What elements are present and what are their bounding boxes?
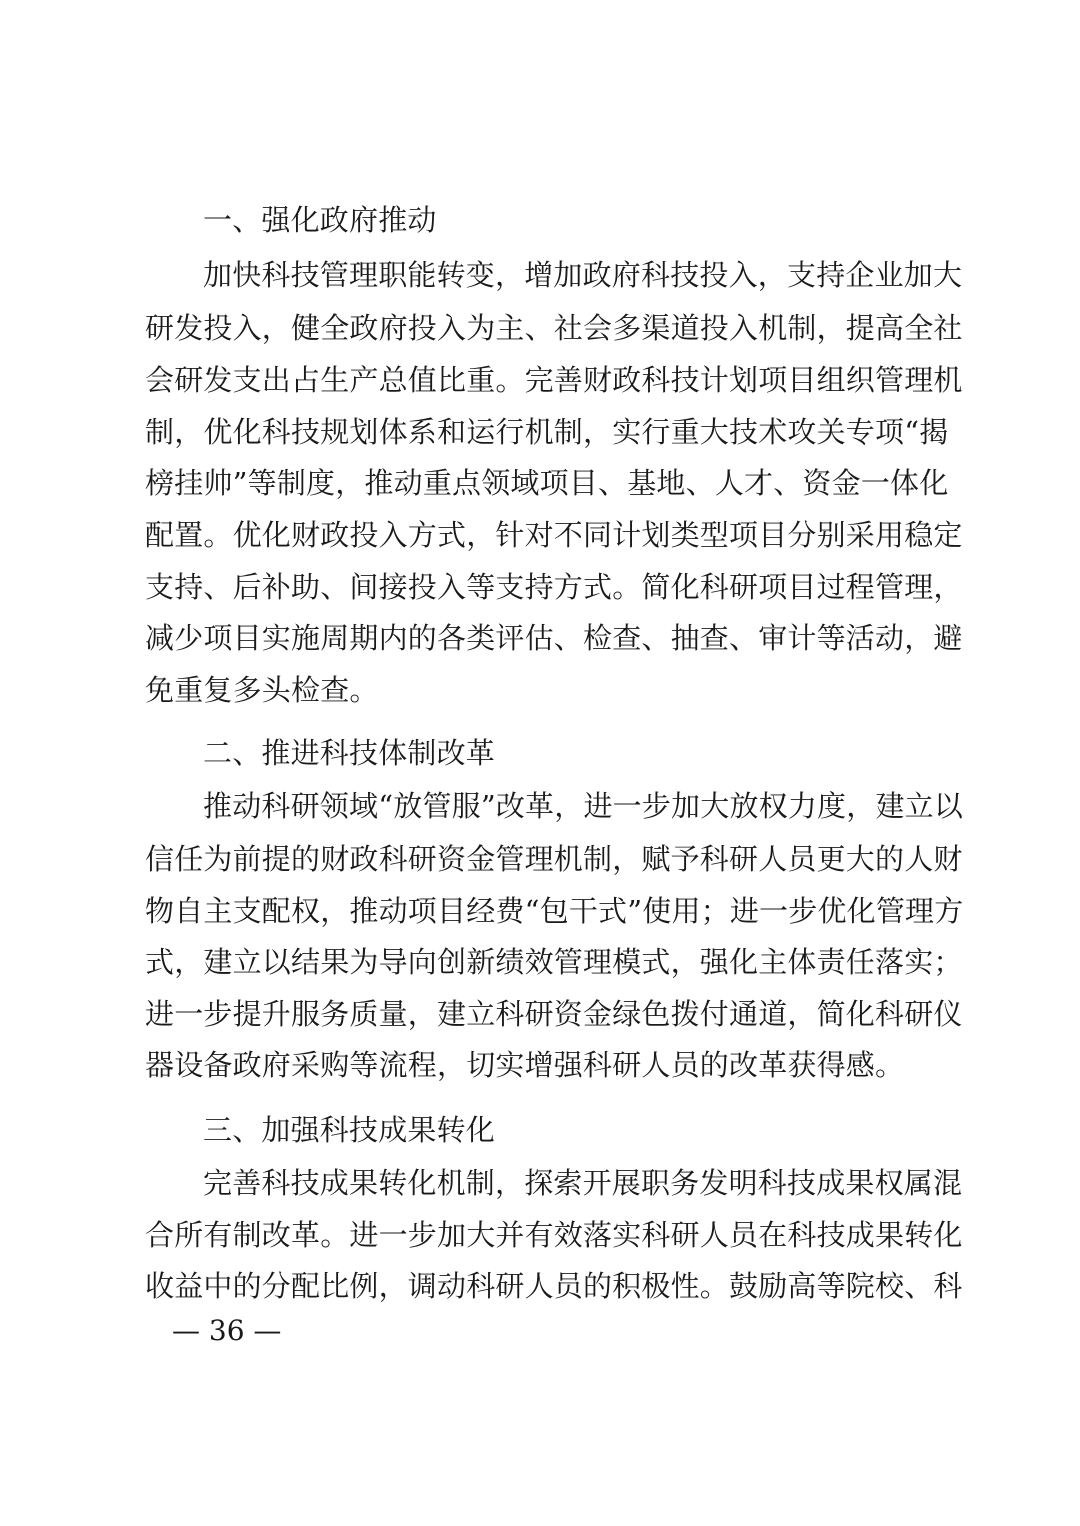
paragraph-line: 制，优化科技规划体系和运行机制，实行重大技术攻关专项“揭: [145, 415, 949, 449]
paragraph-line: 榜挂帅”等制度，推动重点领域项目、基地、人才、资金一体化: [145, 466, 949, 500]
page-number: — 36 —: [172, 1314, 282, 1347]
paragraph-line: 式，建立以结果为导向创新绩效管理模式，强化主体责任落实；: [145, 945, 963, 979]
paragraph-line: 加快科技管理职能转变，增加政府科技投入，支持企业加大: [203, 258, 963, 292]
section-heading-1: 一、强化政府推动: [203, 203, 437, 237]
paragraph-line: 减少项目实施周期内的各类评估、检查、抽查、审计等活动，避: [145, 621, 963, 655]
paragraph-line: 物自主支配权，推动项目经费“包干式”使用；进一步优化管理方: [145, 894, 964, 928]
paragraph-line: 收益中的分配比例，调动科研人员的积极性。鼓励高等院校、科: [145, 1269, 963, 1303]
section-heading-3: 三、加强科技成果转化: [203, 1113, 496, 1147]
section-heading-2: 二、推进科技体制改革: [203, 736, 496, 770]
paragraph-line: 免重复多头检查。: [145, 673, 379, 707]
paragraph-line: 信任为前提的财政科研资金管理机制，赋予科研人员更大的人财: [145, 842, 963, 876]
paragraph-line: 完善科技成果转化机制，探索开展职务发明科技成果权属混: [203, 1166, 963, 1200]
paragraph-line: 进一步提升服务质量，建立科研资金绿色拨付通道，简化科研仪: [145, 997, 963, 1031]
paragraph-line: 合所有制改革。进一步加大并有效落实科研人员在科技成果转化: [145, 1218, 963, 1252]
paragraph-line: 研发投入，健全政府投入为主、社会多渠道投入机制，提高全社: [145, 311, 963, 345]
paragraph-line: 支持、后补助、间接投入等支持方式。简化科研项目过程管理，: [145, 570, 963, 604]
paragraph-line: 会研发支出占生产总值比重。完善财政科技计划项目组织管理机: [145, 363, 963, 397]
paragraph-line: 器设备政府采购等流程，切实增强科研人员的改革获得感。: [145, 1048, 905, 1082]
paragraph-line: 配置。优化财政投入方式，针对不同计划类型项目分别采用稳定: [145, 518, 963, 552]
paragraph-line: 推动科研领域“放管服”改革，进一步加大放权力度，建立以: [203, 789, 964, 823]
